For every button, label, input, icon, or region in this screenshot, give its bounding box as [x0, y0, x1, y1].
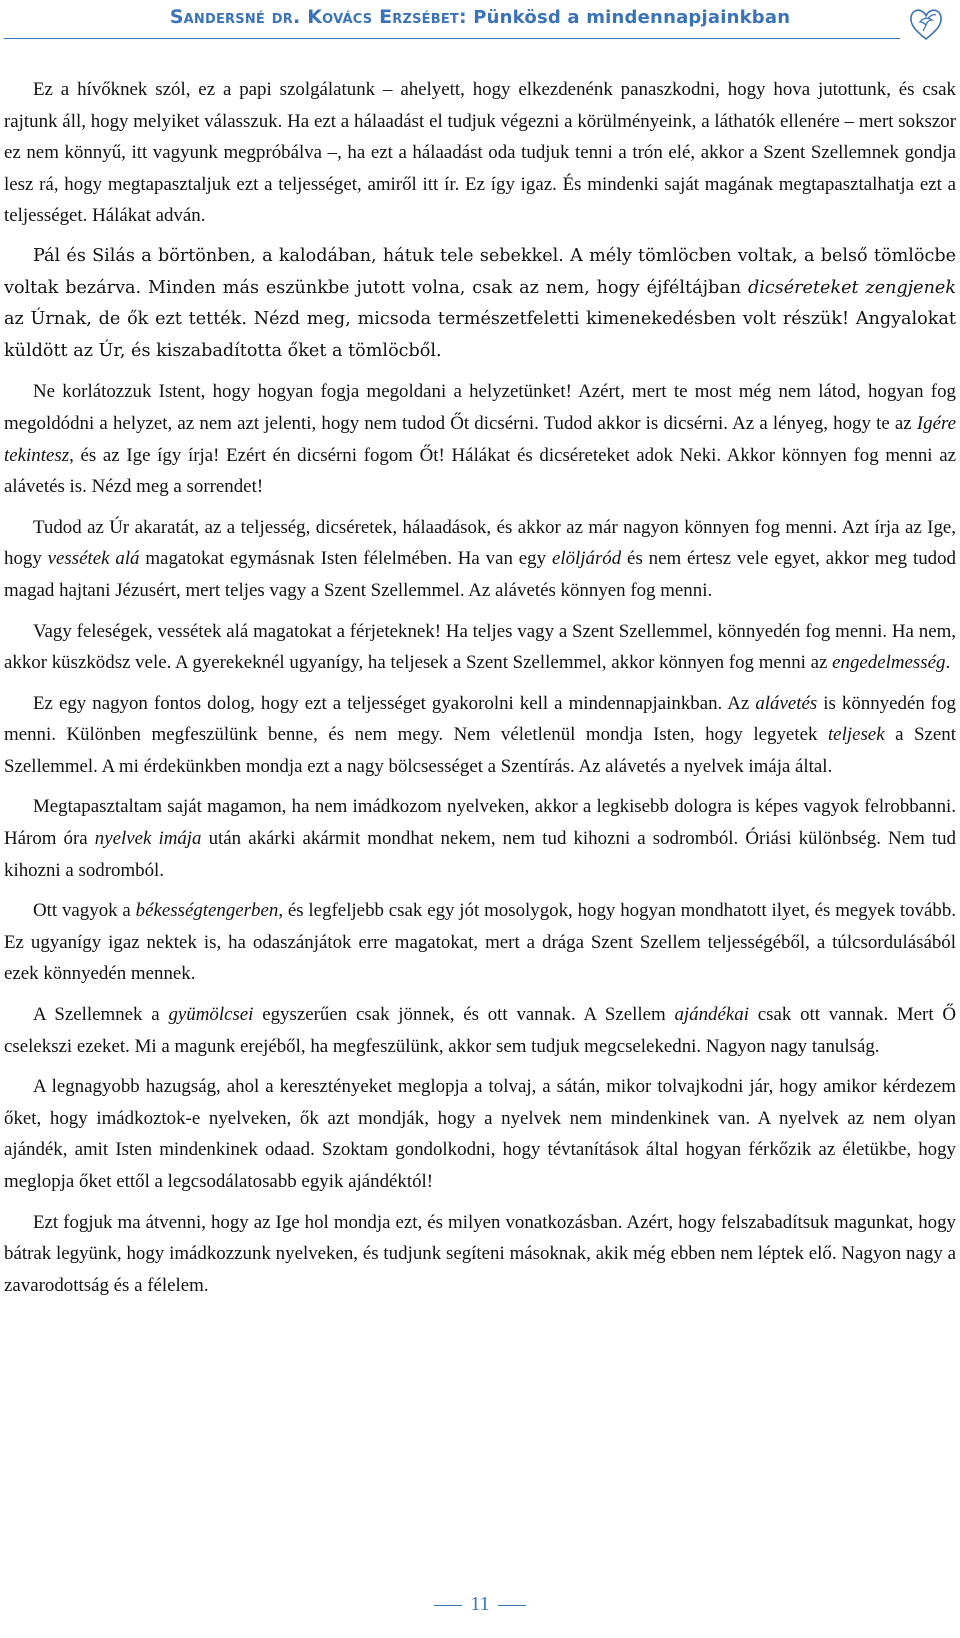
header-rule	[4, 38, 900, 39]
text-run: Tudod az Úr akaratát, az a teljesség, dicséretek, hálaadások, és akkor az már nagyon könnyen fog menni. Azt írja az Ige, hogy	[4, 516, 956, 570]
page-header	[0, 0, 960, 60]
text-run: és nem értesz vele egyet, akkor meg tudod magad hajtani Jézusért, mert teljes vagy a Szent Szellemmel. Az alávetés könnyen fog menni.	[4, 548, 956, 601]
text-run: magatokat egymásnak Isten félelmében. Ha van egy	[139, 548, 552, 570]
italic-run: dicséreteket zengjenek	[747, 277, 956, 298]
dove-heart-icon	[906, 4, 946, 44]
italic-run: vessétek alá	[47, 548, 140, 570]
italic-run: elöljáród	[551, 548, 622, 570]
footer-dash	[434, 1605, 462, 1606]
paragraph	[4, 512, 956, 607]
page-number: 11	[470, 1593, 490, 1615]
paragraph	[4, 791, 956, 886]
text-run: A Szellemnek a	[33, 1004, 169, 1026]
text-run: Ez egy nagyon fontos dolog, hogy ezt a teljességet gyakorolni kell a mindennapjainkban. Az	[33, 692, 756, 714]
text-run: Pál és Silás a börtönben, a kalodában, hátuk tele sebekkel. A mély tömlöcben voltak, a belső tömlöcbe voltak bezárva. Minden más eszünkbe jutott volna, csak az nem, hogy éjféltájban	[4, 245, 956, 298]
text-run: .	[945, 652, 951, 674]
italic-run: alávetés	[755, 692, 818, 714]
italic-run: teljesek	[827, 724, 885, 746]
text-run: egyszerűen csak jönnek, és ott vannak. A Szellem	[253, 1004, 675, 1026]
paragraph	[4, 376, 956, 502]
italic-run: gyümölcsei	[168, 1004, 254, 1026]
paragraph	[4, 999, 956, 1062]
text-run: is könnyedén fog menni. Különben megfeszülünk benne, és nem megy. Nem véletlenül mondja Isten, hogy legyetek	[4, 692, 956, 746]
text-run: Ne korlátozzuk Istent, hogy hogyan fogja megoldani a helyzetünket! Azért, mert te most még nem látod, hogyan fog megoldódni a helyzet, az nem azt jelenti, hogy nem tudod Őt dicsérni. Tudod akkor is dicsérni. Az a lényeg, hogy te az	[4, 381, 956, 434]
paragraph	[4, 688, 956, 783]
text-run: az Úrnak, de ők ezt tették. Nézd meg, micsoda természetfeletti kimenekedésben volt részük! Angyalokat küldött az Úr, és kiszabadította őket a tömlöcből.	[4, 309, 956, 361]
body-text	[4, 74, 956, 1310]
paragraph: A legnagyobb hazugság, ahol a keresztényeket meglopja a tolvaj, a sátán, mikor tolvajkodni jár, hogy amikor kérdezem őket, hogy imádkoztok-e nyelveken, ők azt mondják, hogy a nyelvek nem mindenkinek van. A nyelvek az nem olyan ajándék, amit Isten mindenkinek odaad. Szoktam gondolkodni, hogy tévtanítások által hogyan férkőzik az életükbe, hogy meglopja őket ettől a legcsodálatosabb egyik ajándéktól!	[4, 1076, 956, 1192]
text-run: Ott vagyok a	[33, 900, 136, 922]
italic-run: békességtengerben	[135, 900, 279, 922]
text-run: Megtapasztaltam saját magamon, ha nem imádkozom nyelveken, akkor a legkisebb dologra is képes vagyok felrobbanni. Három óra	[4, 796, 956, 850]
page-footer	[0, 1593, 960, 1616]
text-run: után akárki akármit mondhat nekem, nem tud kihozni a sodromból. Óriási különbség. Nem tud kihozni a sodromból.	[4, 828, 957, 881]
book-title: Pünkösd a mindennapjainkban	[466, 7, 791, 28]
italic-run: ajándékai	[674, 1004, 749, 1026]
paragraph	[4, 616, 956, 679]
paragraph: Ezt fogjuk ma átvenni, hogy az Ige hol mondja ezt, és milyen vonatkozásban. Azért, hogy felszabadítsuk magunkat, hogy bátrak legyünk, hogy imádkozzunk nyelveken, és tudjunk segíteni másoknak, akik még ebben nem léptek elő. Nagyon nagy a zavarodottság és a félelem.	[4, 1211, 956, 1296]
running-title	[0, 6, 960, 28]
footer-dash	[498, 1605, 526, 1606]
text-run: , és az Ige így írja! Ezért én dicsérni fogom Őt! Hálákat és dicséreteket adok Neki. Akkor könnyen fog menni az alávetés is. Nézd meg a sorrendet!	[4, 444, 956, 498]
paragraph	[4, 241, 956, 367]
paragraph: Ez a hívőknek szól, ez a papi szolgálatunk – ahelyett, hogy elkezdenénk panaszkodni, hogy hova jutottunk, és csak rajtunk áll, hogy melyiket válasszuk. Ha ezt a hálaadást el tudjuk végezni a körülményeink, a láthatók ellenére – mert sokszor ez nem könnyű, itt vagyunk megpróbálva –, ha ezt a hálaadást oda tudjuk tenni a trón elé, akkor a Szent Szellemnek gondja lesz rá, hogy megtapasztaljuk ezt a teljességet, amiről itt ír. Ez így igaz. És mindenki saját magának megtapasztalhatja ezt a teljességet. Hálákat adván.	[4, 79, 956, 227]
text-run: , és legfeljebb csak egy jót mosolygok, hogy hogyan mondhatott ilyet, és megyek tovább. Ez ugyanígy igaz nektek is, ha odaszánjátok erre magatokat, mert a drága Szent Szellem teljességéből, a túlcsordulásából ezek könnyedén mennek.	[4, 900, 956, 985]
italic-run: nyelvek imája	[94, 828, 202, 850]
author-name: Sandersné dr. Kovács Erzsébet:	[169, 6, 467, 28]
text-run: a Szent Szellemmel. A mi érdekünkben mondja ezt a nagy bölcsességet a Szentírás. Az alávetés a nyelvek imája által.	[4, 724, 956, 777]
italic-run: engedelmesség	[832, 652, 946, 674]
paragraph	[4, 895, 956, 990]
italic-run: Igére tekintesz	[4, 412, 956, 466]
text-run: csak ott vannak. Mert Ő cselekszi ezeket. Mi a magunk erejéből, ha megfeszülünk, akkor sem tudjuk megcselekedni. Nagyon nagy tanulság.	[4, 1004, 957, 1057]
text-run: Vagy feleségek, vessétek alá magatokat a férjeteknek! Ha teljes vagy a Szent Szellemmel, könnyedén fog menni. Ha nem, akkor küszködsz vele. A gyerekeknél ugyanígy, ha teljesek a Szent Szellemmel, akkor könnyen fog menni az	[4, 620, 956, 674]
